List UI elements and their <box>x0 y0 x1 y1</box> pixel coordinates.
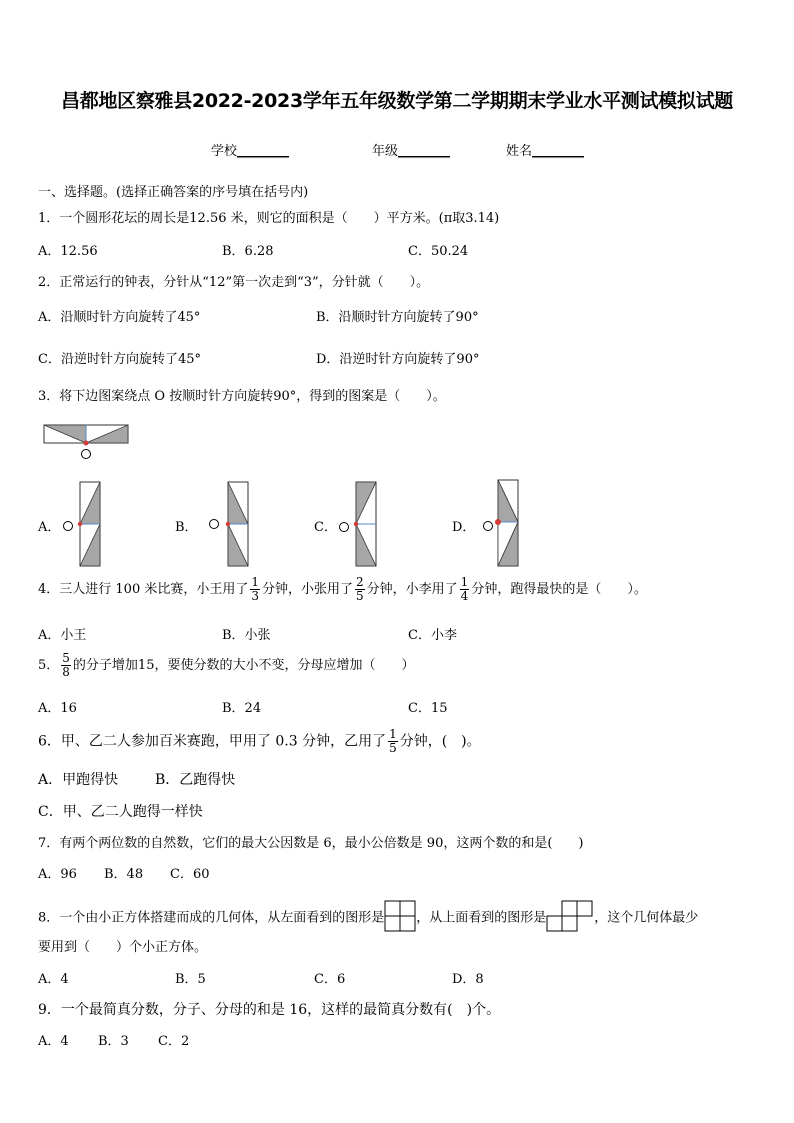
name-blank: ________ <box>532 144 585 159</box>
q3-option-b-figure[interactable] <box>206 482 252 566</box>
q2-option-d[interactable]: D．沿逆时针方向旋转了90° <box>316 352 480 367</box>
q6-text-2: 分钟，( )。 <box>399 733 481 750</box>
q7-option-c[interactable]: C．60 <box>170 867 210 882</box>
q6-option-b[interactable]: B．乙跑得快 <box>155 772 236 788</box>
name-label: 姓名 <box>506 144 533 159</box>
q4-text-2: 分钟，小张用了 <box>262 582 354 597</box>
q8-text-2: ，从上面看到的图形是 <box>416 910 547 926</box>
question-8-stem-line2: 要用到（ ）个小正方体。 <box>38 940 208 955</box>
fraction-two-fifths: $\frac{2}{5}$ <box>356 575 364 603</box>
q2-option-a[interactable]: A．沿顺时针方向旋转了45° <box>38 310 201 325</box>
q3-option-c-figure[interactable] <box>338 482 380 566</box>
top-view-figure <box>546 900 594 936</box>
q8-option-c[interactable]: C．6 <box>314 972 346 987</box>
q4-text-4: 分钟，跑得最快的是（ ）。 <box>471 582 647 597</box>
q1-option-c[interactable]: C．50.24 <box>408 244 469 259</box>
question-4-stem <box>38 576 647 603</box>
original-pattern-figure <box>44 425 130 461</box>
q5-text: 的分子增加15，要使分数的大小不变，分母应增加（ ） <box>72 658 415 673</box>
school-blank: ________ <box>237 144 290 159</box>
q5-option-a[interactable]: A．16 <box>38 701 77 716</box>
q4-option-b[interactable]: B．小张 <box>222 628 271 643</box>
q9-option-a[interactable]: A．4 <box>38 1034 69 1049</box>
question-2-stem: 2．正常运行的钟表，分针从“12”第一次走到“3”，分针就（ ）。 <box>38 275 430 290</box>
q5-option-c[interactable]: C．15 <box>408 701 448 716</box>
q9-option-c[interactable]: C．2 <box>158 1034 190 1049</box>
q4-option-a[interactable]: A．小王 <box>38 628 87 643</box>
q2-option-b[interactable]: B．沿顺时针方向旋转了90° <box>316 310 479 325</box>
q3-option-d-figure[interactable] <box>482 480 524 566</box>
q4-text-1: 4．三人进行 100 米比赛，小王用了 <box>38 582 249 597</box>
grade-label: 年级 <box>372 144 399 159</box>
page-title: 昌都地区察雅县2022-2023学年五年级数学第二学期期末学业水平测试模拟试题 <box>61 90 733 112</box>
q6-option-a[interactable]: A．甲跑得快 <box>38 772 119 788</box>
section-heading: 一、选择题。(选择正确答案的序号填在括号内) <box>38 185 309 200</box>
fraction-one-quarter: $\frac{1}{4}$ <box>460 575 469 603</box>
q8-option-b[interactable]: B．5 <box>175 972 206 987</box>
question-5-stem <box>38 652 414 679</box>
question-1-stem: 1．一个圆形花坛的周长是12.56 米，则它的面积是（ ）平方米。(π取3.14) <box>38 211 500 226</box>
fraction-five-eighths: $\frac{5}{8}$ <box>62 651 70 679</box>
q3-option-a[interactable]: A． <box>38 520 61 535</box>
q3-option-a-figure[interactable] <box>62 482 104 566</box>
q5-option-b[interactable]: B．24 <box>222 701 262 716</box>
school-label: 学校 <box>211 144 238 159</box>
q6-option-c[interactable]: C．甲、乙二人跑得一样快 <box>38 804 203 820</box>
q1-option-a[interactable]: A．12.56 <box>38 244 98 259</box>
q2-option-c[interactable]: C．沿逆时针方向旋转了45° <box>38 352 201 367</box>
q5-number: 5． <box>38 658 60 673</box>
q4-option-c[interactable]: C．小李 <box>408 628 457 643</box>
q7-option-a[interactable]: A．96 <box>38 867 77 882</box>
q3-option-c[interactable]: C． <box>314 520 337 535</box>
question-7-stem: 7．有两个两位数的自然数，它们的最大公因数是 6，最小公倍数是 90，这两个数的和是( ) <box>38 836 584 851</box>
question-6-stem <box>38 728 481 755</box>
q6-text-1: 6．甲、乙二人参加百米赛跑，甲用了 0.3 分钟，乙用了 <box>38 733 387 750</box>
q9-option-b[interactable]: B．3 <box>98 1034 129 1049</box>
question-3-stem: 3．将下边图案绕点 O 按顺时针方向旋转90°，得到的图案是（ ）。 <box>38 389 446 404</box>
q8-text-3: ，这个几何体最少 <box>594 910 699 926</box>
grade-field[interactable] <box>372 140 450 159</box>
left-view-figure <box>384 900 416 936</box>
q1-option-b[interactable]: B．6.28 <box>222 244 274 259</box>
q3-option-d[interactable]: D． <box>452 520 476 535</box>
q8-option-d[interactable]: D．8 <box>452 972 484 987</box>
question-9-stem: 9．一个最简真分数，分子、分母的和是 16，这样的最简真分数有( )个。 <box>38 1002 501 1018</box>
q4-text-3: 分钟，小李用了 <box>366 582 458 597</box>
q8-text-1: 8．一个由小正方体搭建而成的几何体，从左面看到的图形是 <box>38 910 385 926</box>
name-field[interactable] <box>506 140 584 159</box>
q3-option-b[interactable]: B． <box>175 520 198 535</box>
grade-blank: ________ <box>398 144 451 159</box>
q7-option-b[interactable]: B．48 <box>104 867 144 882</box>
fraction-one-third: $\frac{1}{3}$ <box>251 575 259 603</box>
school-field[interactable] <box>211 140 289 159</box>
question-8-stem <box>38 900 698 936</box>
fraction-one-fifth: $\frac{1}{5}$ <box>389 727 397 755</box>
q8-option-a[interactable]: A．4 <box>38 972 69 987</box>
